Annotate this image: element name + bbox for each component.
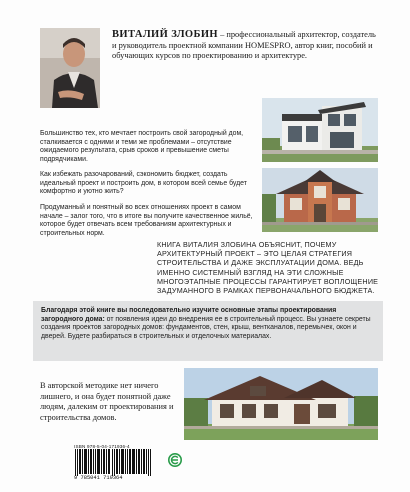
author-photo bbox=[40, 28, 100, 108]
barcode-number: 9 785041 719364 bbox=[74, 475, 123, 481]
house-photo-cottage bbox=[184, 368, 378, 440]
author-name: ВИТАЛИЙ ЗЛОБИН bbox=[112, 29, 218, 40]
method-note: В авторской методике нет ничего лишнего, и она будет понятной даже людям, далеким от проектирования и строительства домов. bbox=[40, 381, 174, 423]
book-benefits-box bbox=[33, 301, 383, 361]
house-photo-brick bbox=[262, 168, 378, 232]
barcode bbox=[74, 449, 152, 476]
house-photo-modern bbox=[262, 98, 378, 162]
intro-paragraph: Большинство тех, кто мечтает построить свой загородный дом, сталкивается с одними и теми же проблемами – отсутствие ожидаемого результата, срыв сроков и превышение сметы подрядчиками. bbox=[40, 130, 244, 164]
caps-statement: КНИГА ВИТАЛИЯ ЗЛОБИНА ОБЪЯСНИТ, ПОЧЕМУ АРХИТЕКТУРНЫЙ ПРОЕКТ – ЭТО ЦЕЛАЯ СТРАТЕГИЯ СТРОИТЕЛЬСТВА И ДАЖЕ ЭКСПЛУАТАЦИИ ДОМА. ВЕДЬ ИМЕННО СИСТЕМНЫЙ ВЗГЛЯД НА ЭТИ СЛОЖНЫЕ МНОГОЭТАПНЫЕ ПРОЦЕССЫ ГАРАНТИРУЕТ ВОПЛОЩЕНИЕ ЗАДУМАННОГО В РАМКАХ ПЕРВОНАЧАЛЬНОГО БЮДЖЕТА. bbox=[157, 240, 379, 296]
benefits-heading: Благодаря этой книге вы последовательно изучите основные этапы проектирования загородного дома: bbox=[41, 307, 337, 323]
isbn-label: ISBN 978-5-04-171936-4 bbox=[74, 444, 130, 449]
project-paragraph: Продуманный и понятный во всех отношениях проект в самом начале – залог того, что в итоге вы получите качественное жильё, которое будет отвечать всем требованиям архитектурных и строительных норм. bbox=[40, 204, 253, 238]
author-bio bbox=[112, 30, 382, 62]
author-description: – профессиональный архитектор, создатель и руководитель проектной компании HOMESPRO, автор книг, пособий и обучающих курсов по проектированию и архитектуре. bbox=[112, 30, 376, 61]
question-paragraph: Как избежать разочарований, сэкономить бюджет, создать идеальный проект и построить дом, в котором всей семье будет комфортно и уютно жить? bbox=[40, 171, 247, 196]
eksmo-logo-icon bbox=[168, 453, 182, 467]
benefits-text: от появления идеи до внедрения ее в строительный процесс. Вы узнаете секреты создания проектов загородных домов: фундаментов, стен, крыш, вентканалов, перемычек, окон и дверей. Будете разбираться в строительных и отделочных материалах. bbox=[41, 315, 371, 341]
